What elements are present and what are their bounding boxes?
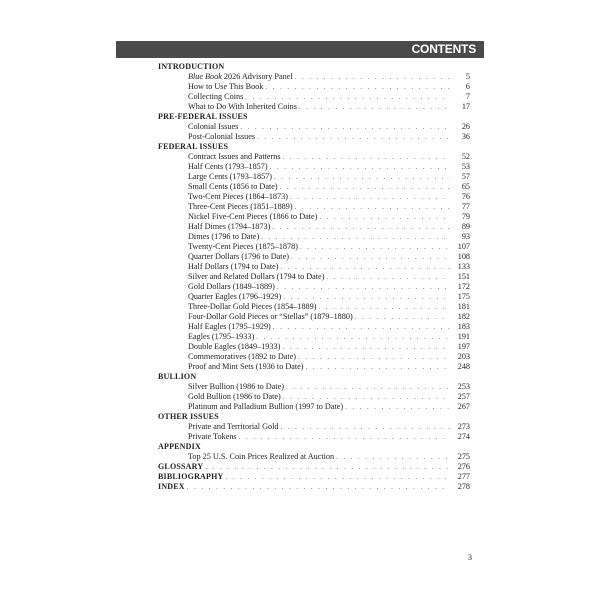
toc-entry-page: 182 [457,312,470,321]
toc-entry-title: Dimes (1796 to Date) [188,232,260,241]
toc-top-entry[interactable] [158,472,470,482]
toc-entry[interactable] [158,102,470,112]
toc-entry-page: 5 [465,72,470,81]
toc-entry-title: Commemoratives (1892 to Date) [188,352,297,361]
toc-entry-title: Double Eagles (1849–1933) [188,342,281,351]
toc-entry-title: INDEX [158,482,185,491]
toc-entry-title: Two-Cent Pieces (1864–1873) [188,192,288,201]
toc-entry-title: Private and Territorial Gold [188,422,279,431]
dot-leader [282,342,450,352]
toc-entry-page: 17 [461,102,470,111]
dot-leader [281,262,451,272]
dot-leader [257,132,450,142]
toc-entry-title: Quarter Dollars (1796 to Date) [188,252,289,261]
toc-entry-page: 89 [461,222,470,231]
dot-leader [239,432,450,442]
toc-entry-title: Colonial Issues [188,122,239,131]
toc-entry-page: 57 [461,172,470,181]
section-heading: APPENDIX [158,442,201,451]
toc-entry[interactable] [158,392,470,402]
toc-entry-title: Silver and Related Dollars (1794 to Date) [188,272,325,281]
toc-entry[interactable] [158,82,470,92]
dot-leader [256,332,450,342]
toc-entry-title: Half Dollars (1794 to Date) [188,262,279,271]
toc-entry-page: 26 [461,122,470,131]
toc-entry-page: 107 [457,242,470,251]
toc-entry-page: 65 [461,182,470,191]
dot-leader [306,362,450,372]
toc-entry[interactable] [158,122,470,132]
dot-leader [355,312,450,322]
toc-entry[interactable] [158,182,470,192]
toc-entry-title: Three-Dollar Gold Pieces (1854–1889) [188,302,317,311]
toc-entry-title: Collecting Coins [188,92,244,101]
toc-entry[interactable] [158,152,470,162]
toc-entry-title: Four-Dollar Gold Pieces or “Stellas” (1879–1880) [188,312,353,321]
toc-entry-title: Eagles (1795–1933) [188,332,255,341]
toc-entry-page: 6 [465,82,470,91]
toc-entry-title: BIBLIOGRAPHY [158,472,224,481]
toc-entry-page: 248 [457,362,470,371]
section-heading: FEDERAL ISSUES [158,142,229,151]
dot-leader [277,282,450,292]
toc-entry-page: 52 [461,152,470,161]
toc-entry-title: Silver Bullion (1986 to Date) [188,382,284,391]
toc-entry[interactable] [158,242,470,252]
dot-leader [326,272,450,282]
toc-entry-page: 183 [457,322,470,331]
section-heading: BULLION [158,372,197,381]
toc-entry-page: 108 [457,252,470,261]
toc-entry-title: Large Cents (1793–1857) [188,172,272,181]
toc-entry-title: Gold Bullion (1986 to Date) [188,392,281,401]
toc-entry[interactable] [158,422,470,432]
toc-entry-page: 276 [457,462,470,471]
dot-leader [245,92,450,102]
dot-leader [273,322,450,332]
table-of-contents [158,62,470,492]
section-heading: OTHER ISSUES [158,412,219,421]
toc-entry-title: Small Cents (1856 to Date) [188,182,278,191]
toc-entry-page: 133 [457,262,470,271]
toc-entry[interactable] [158,322,470,332]
toc-entry-title: Gold Dollars (1849–1889) [188,282,275,291]
toc-entry-title: Platinum and Palladium Bullion (1997 to Date) [188,402,344,411]
toc-entry-page: 253 [457,382,470,391]
toc-entry-title: Blue Book 2026 Advisory Panel [188,72,293,81]
contents-banner [116,41,484,58]
toc-section [158,142,470,372]
dot-leader [261,232,450,242]
toc-entry[interactable] [158,312,470,322]
dot-leader [295,72,450,82]
dot-leader [205,462,450,472]
toc-entry[interactable] [158,262,470,272]
toc-entry-title: How to Use This Book [188,82,264,91]
toc-entry-title: Half Cents (1793–1857) [188,162,268,171]
toc-entry-page: 275 [457,452,470,461]
toc-entry[interactable] [158,172,470,182]
toc-entry-title: What to Do With Inherited Coins [188,102,297,111]
toc-entry[interactable] [158,402,470,412]
toc-entry-page: 93 [461,232,470,241]
dot-leader [286,382,450,392]
toc-top-entry[interactable] [158,462,470,472]
dot-leader [187,482,450,492]
toc-entry-page: 277 [457,472,470,481]
toc-entry-page: 151 [457,272,470,281]
toc-entry[interactable] [158,232,470,242]
toc-entry[interactable] [158,302,470,312]
toc-entry-page: 191 [457,332,470,341]
dot-leader [226,472,450,482]
dot-leader [345,402,450,412]
toc-entry-page: 175 [457,292,470,301]
dot-leader [283,292,450,302]
toc-entry-title: Top 25 U.S. Coin Prices Realized at Auction [188,452,335,461]
dot-leader [274,172,450,182]
toc-entry-page: 278 [457,482,470,491]
toc-entry-title: Proof and Mint Sets (1936 to Date) [188,362,304,371]
toc-entry[interactable] [158,212,470,222]
toc-entry-title: Three-Cent Pieces (1851–1889) [188,202,293,211]
toc-section [158,112,470,142]
dot-leader [283,152,450,162]
toc-entry-title: Nickel Five-Cent Pieces (1866 to Date) [188,212,318,221]
toc-entry-page: 203 [457,352,470,361]
toc-entry[interactable] [158,222,470,232]
toc-entry-page: 273 [457,422,470,431]
toc-entry-page: 77 [461,202,470,211]
toc-entry-title: Half Eagles (1795–1929) [188,322,271,331]
page-title: CONTENTS [411,42,476,56]
toc-entry[interactable] [158,252,470,262]
dot-leader [272,222,450,232]
dot-leader [240,122,450,132]
toc-section [158,372,470,412]
dot-leader [283,392,450,402]
dot-leader [265,82,450,92]
toc-entry-page: 79 [461,212,470,221]
toc-section [158,412,470,442]
section-heading: PRE-FEDERAL ISSUES [158,112,248,121]
dot-leader [290,192,450,202]
dot-leader [295,202,450,212]
dot-leader [318,302,450,312]
dot-leader [319,212,450,222]
toc-entry-title: Twenty-Cent Pieces (1875–1878) [188,242,298,251]
dot-leader [298,352,450,362]
toc-entry-page: 257 [457,392,470,401]
toc-entry-page: 7 [465,92,470,101]
toc-entry[interactable] [158,202,470,212]
toc-section [158,62,470,112]
toc-entry-title: Half Dimes (1794–1873) [188,222,271,231]
dot-leader [280,422,450,432]
dot-leader [280,182,450,192]
toc-section [158,442,470,462]
toc-top-entry[interactable] [158,482,470,492]
toc-entry[interactable] [158,92,470,102]
toc-entry[interactable] [158,192,470,202]
page-number: 3 [468,553,472,562]
toc-entry-title: GLOSSARY [158,462,204,471]
dot-leader [299,102,450,112]
toc-entry-page: 172 [457,282,470,291]
toc-entry-page: 181 [457,302,470,311]
toc-entry[interactable] [158,292,470,302]
toc-entry-page: 267 [457,402,470,411]
dot-leader [300,242,450,252]
toc-entry[interactable] [158,452,470,462]
section-heading: INTRODUCTION [158,62,225,71]
toc-entry[interactable] [158,432,470,442]
toc-entry-page: 274 [457,432,470,441]
toc-entry[interactable] [158,162,470,172]
toc-entry[interactable] [158,342,470,352]
toc-entry-title: Contract Issues and Patterns [188,152,281,161]
toc-entry[interactable] [158,382,470,392]
dot-leader [270,162,450,172]
toc-entry-title: Quarter Eagles (1796–1929) [188,292,282,301]
toc-entry-page: 197 [457,342,470,351]
toc-entry-page: 53 [461,162,470,171]
toc-entry[interactable] [158,132,470,142]
toc-entry[interactable] [158,272,470,282]
toc-entry[interactable] [158,282,470,292]
dot-leader [291,252,450,262]
toc-entry-page: 76 [461,192,470,201]
toc-entry[interactable] [158,332,470,342]
toc-entry[interactable] [158,72,470,82]
toc-entry[interactable] [158,362,470,372]
toc-entry-title: Private Tokens [188,432,237,441]
toc-entry-title: Post-Colonial Issues [188,132,256,141]
dot-leader [336,452,450,462]
toc-entry[interactable] [158,352,470,362]
toc-entry-page: 36 [461,132,470,141]
